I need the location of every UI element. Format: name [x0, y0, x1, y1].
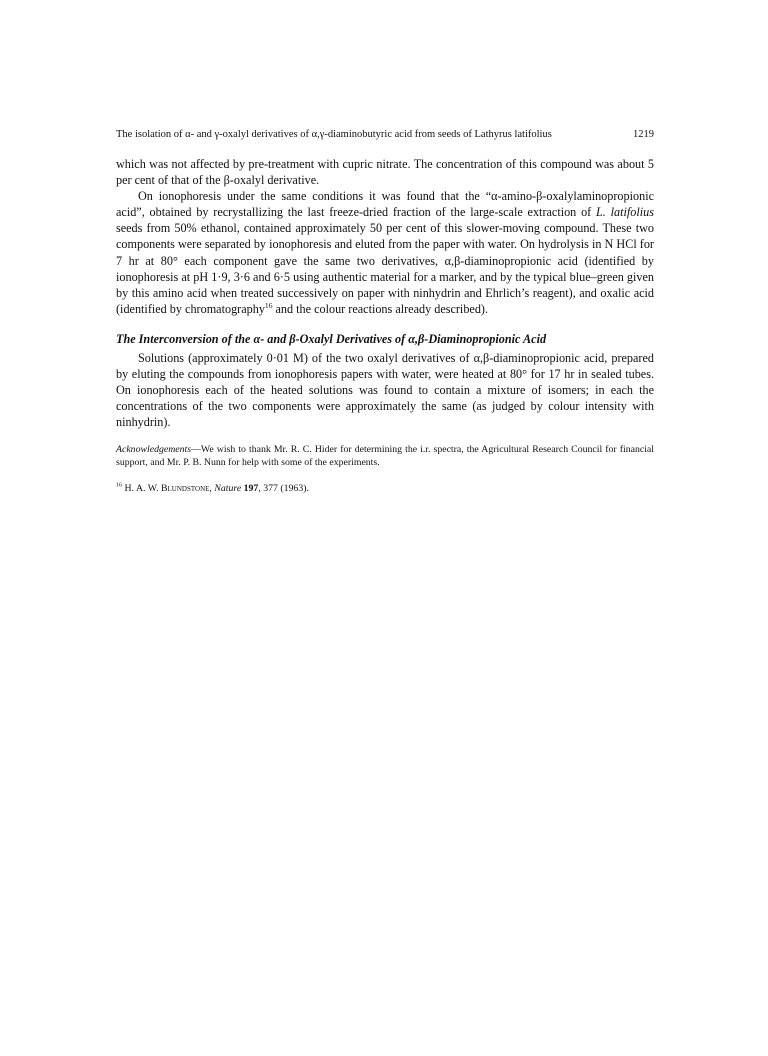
reference-number: 16 [116, 483, 123, 490]
paragraph-interconversion: Solutions (approximately 0·01 M) of the two oxalyl derivatives of α,β-diaminopropionic acid, prepared by eluting the compounds from ionophoresis papers with water, were heated at 80° for 17 hr in sealed tubes. On ionophoresis each of the heated solutions was found to contain a mixture of isomers; in each the concentrations of the two components were approximately the same (as judged by colour intensity with ninhydrin). [116, 350, 654, 430]
reference-pages-year: , 377 (1963). [258, 483, 309, 495]
paragraph-text: seeds from 50% ethanol, contained approximately 50 per cent of this slower-moving compound. These two components were separated by ionophoresis and eluted from the paper with water. On hydrolysis in N HCl for 7 hr at 80° each component gave the same two derivatives, α,β-diaminopropionic acid (identified by ionophoresis at pH 1·9, 3·6 and 6·5 using authentic material for a marker, and by the typical blue–green given by this amino acid when treated successively on paper with ninhydrin and Ehrlich’s reagent), and oxalic acid (identified by chromatography [116, 221, 654, 316]
journal-page [116, 128, 654, 495]
acknowledgements-label: Acknowledgements [116, 444, 192, 456]
reference-author: Blundstone [161, 483, 210, 495]
acknowledgements-text: —We wish to thank Mr. R. C. Hider for determining the i.r. spectra, the Agricultural Research Council for financial support, and Mr. P. B. Nunn for help with some of the experiments. [116, 444, 654, 469]
reference-separator: , [209, 483, 215, 495]
paragraph-ionophoresis [116, 188, 654, 317]
reference-entry [116, 482, 654, 495]
acknowledgements [116, 443, 654, 469]
section-heading: The Interconversion of the α- and β-Oxalyl Derivatives of α,β-Diaminopropionic Acid [116, 331, 547, 346]
reference-initials: H. A. W. [122, 483, 161, 495]
paragraph-continuation: which was not affected by pre-treatment with cupric nitrate. The concentration of this compound was about 5 per cent of that of the β-oxalyl derivative. [116, 157, 654, 188]
reference-journal: Nature [214, 483, 242, 495]
paragraph-text: On ionophoresis under the same conditions it was found that the “α-amino-β-oxalylaminopropionic acid”, obtained by recrystallizing the last freeze-dried fraction of the large-scale extraction of [116, 189, 654, 220]
page-number: 1219 [633, 129, 654, 140]
running-head-title: The isolation of α- and γ-oxalyl derivatives of α,γ-diaminobutyric acid from seeds of Lathyrus latifolius [116, 129, 552, 140]
reference-volume: 197 [241, 483, 259, 495]
species-name: L. latifolius [596, 205, 654, 220]
paragraph-text: and the colour reactions already described). [272, 301, 489, 316]
running-head [116, 128, 654, 142]
reference-marker: 16 [264, 300, 273, 310]
